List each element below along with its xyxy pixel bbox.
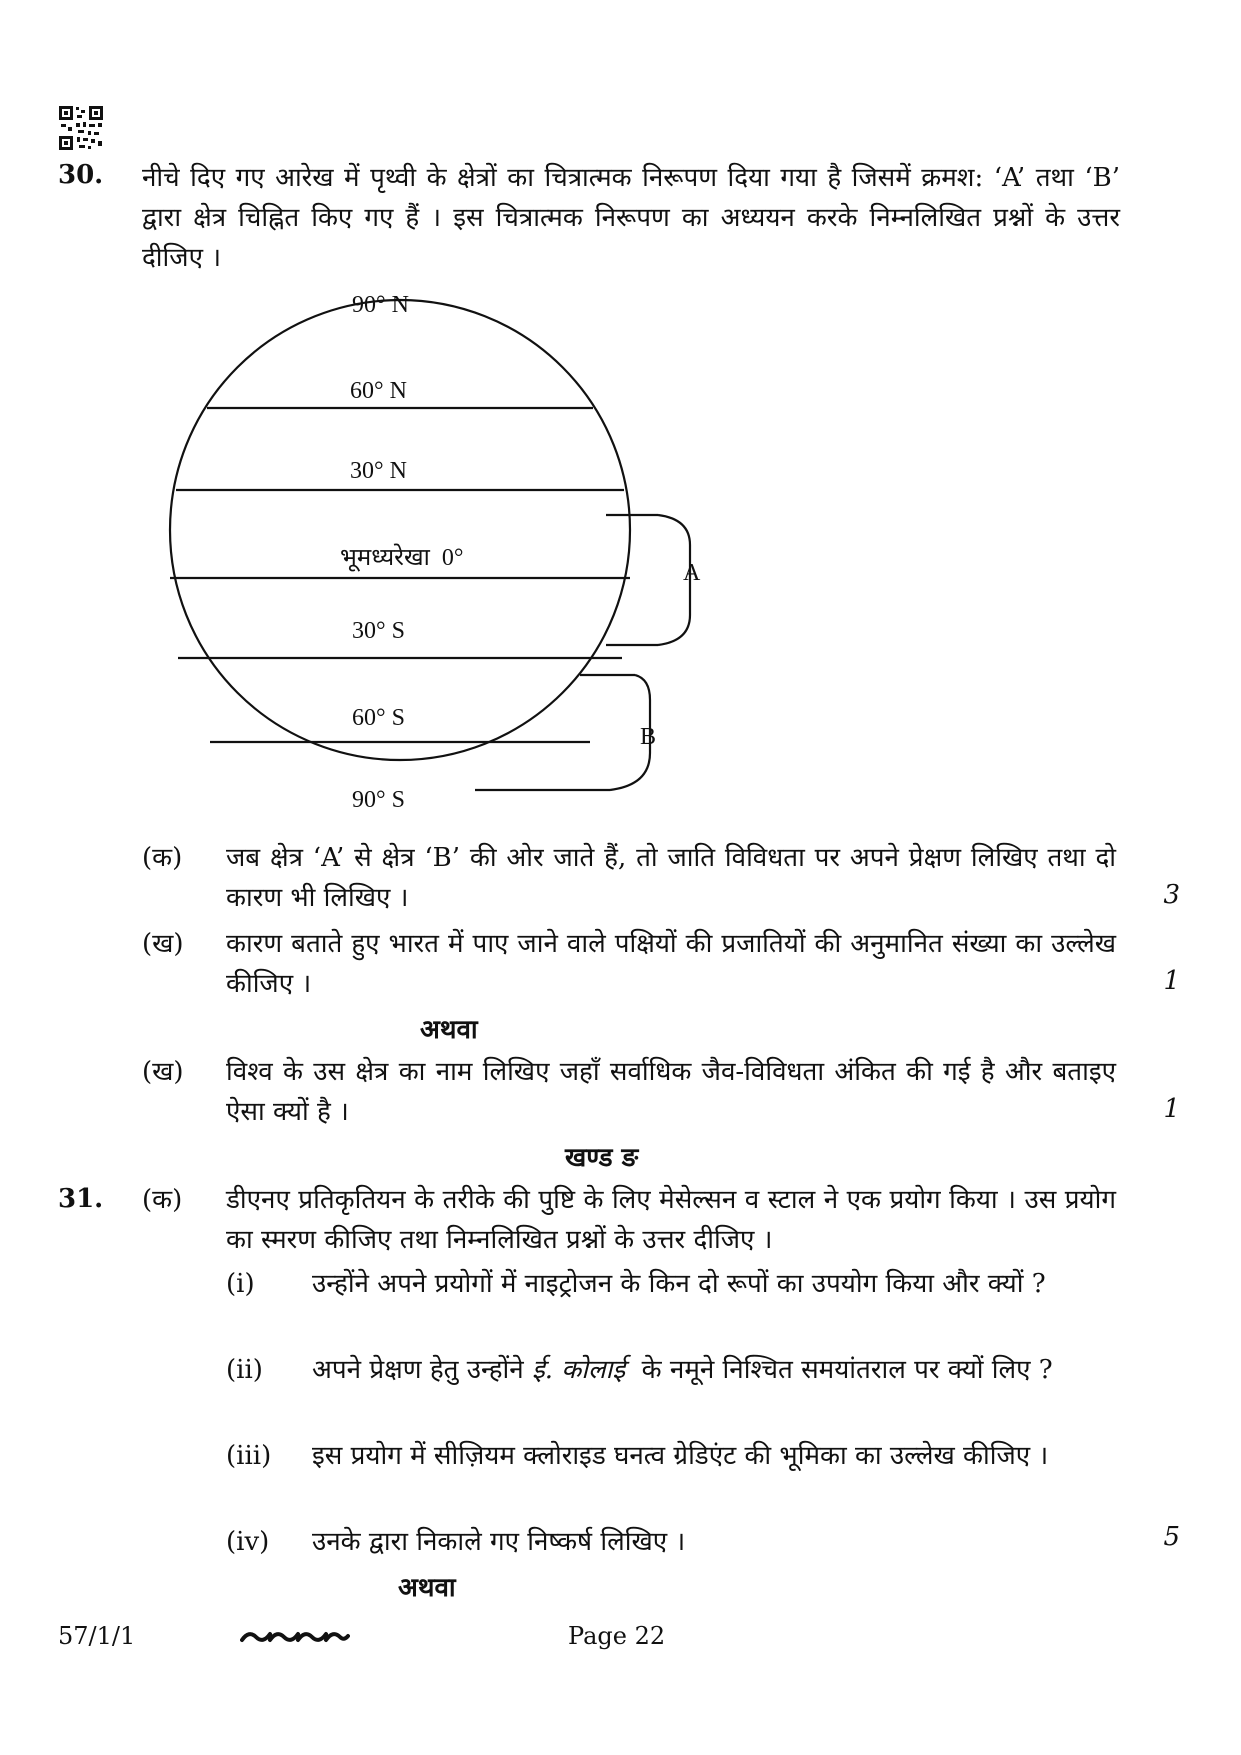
subpart-label: (ii): [226, 1355, 263, 1385]
part-label: (ख): [142, 1057, 184, 1087]
italic-organism-name: ई. कोलाई: [531, 1355, 626, 1385]
qr-code: [58, 105, 104, 151]
marks: 1: [1163, 1094, 1180, 1124]
label-30s: 30° S: [352, 618, 405, 644]
question-number: 31.: [58, 1184, 104, 1214]
paper-code: 57/1/1: [58, 1622, 136, 1650]
region-a-label: A: [683, 560, 701, 586]
part-text: कारण बताते हुए भारत में पाए जाने वाले पक्षियों की प्रजातियों की अनुमानित संख्या का उल्लेख कीजिए ।: [226, 929, 1116, 999]
label-equator: भूमध्यरेखा 0°: [340, 545, 464, 571]
or-separator: अथवा: [398, 1573, 456, 1603]
subpart-label: (i): [226, 1269, 255, 1299]
subpart-text: इस प्रयोग में सीज़ियम क्लोराइड घनत्व ग्रेडिएंट की भूमिका का उल्लेख कीजिए ।: [312, 1441, 1049, 1471]
part-label: (क): [142, 1185, 183, 1215]
subpart-text-part: अपने प्रेक्षण हेतु उन्होंने: [312, 1355, 532, 1385]
region-b-label: B: [640, 724, 657, 750]
tilde-decoration: [240, 1624, 350, 1650]
part-text: जब क्षेत्र ‘A’ से क्षेत्र ‘B’ की ओर जाते हैं, तो जाति विविधता पर अपने प्रेक्षण लिखिए तथा दो कारण भी लिखिए ।: [226, 843, 1116, 913]
page-number: Page 22: [568, 1622, 666, 1650]
label-60s: 60° S: [352, 705, 405, 731]
subpart-text: [312, 1350, 1116, 1390]
part-text: विश्व के उस क्षेत्र का नाम लिखिए जहाँ सर्वाधिक जैव-विविधता अंकित की गई है और बताइए ऐसा क्यों है ।: [226, 1057, 1116, 1127]
section-title: खण्ड ङ: [565, 1143, 639, 1173]
label-30n: 30° N: [350, 458, 407, 484]
or-separator: अथवा: [420, 1015, 478, 1045]
label-90s: 90° S: [352, 787, 405, 813]
question-text: नीचे दिए गए आरेख में पृथ्वी के क्षेत्रों का चित्रात्मक निरूपण दिया गया है जिसमें क्रमश: ‘A’ तथा ‘B’ द्वारा क्षेत्र चिह्नित किए गए हैं । इस चित्रात्मक निरूपण का अध्ययन करके निम्नलिखित प्रश्नों के उत्तर दीजिए ।: [142, 163, 1120, 273]
subpart-text: उनके द्वारा निकाले गए निष्कर्ष लिखिए ।: [312, 1527, 686, 1557]
marks: 1: [1163, 966, 1180, 996]
part-text: डीएनए प्रतिकृतियन के तरीके की पुष्टि के लिए मेसेल्सन व स्टाल ने एक प्रयोग किया । उस प्रयोग का स्मरण कीजिए तथा निम्नलिखित प्रश्नों के उत्तर दीजिए ।: [226, 1185, 1116, 1255]
question-number: 30.: [58, 160, 104, 190]
subpart-text: उन्होंने अपने प्रयोगों में नाइट्रोजन के किन दो रूपों का उपयोग किया और क्यों ?: [312, 1269, 1046, 1299]
subpart-text-part: के नमूने निश्चित समयांतराल पर क्यों लिए ?: [625, 1355, 1053, 1385]
label-60n: 60° N: [350, 378, 407, 404]
marks: 5: [1163, 1522, 1180, 1552]
marks: 3: [1163, 880, 1180, 910]
part-label: (क): [142, 843, 183, 873]
label-90n: 90° N: [352, 292, 409, 318]
part-label: (ख): [142, 929, 184, 959]
subpart-label: (iii): [226, 1441, 272, 1471]
subpart-label: (iv): [226, 1527, 270, 1557]
